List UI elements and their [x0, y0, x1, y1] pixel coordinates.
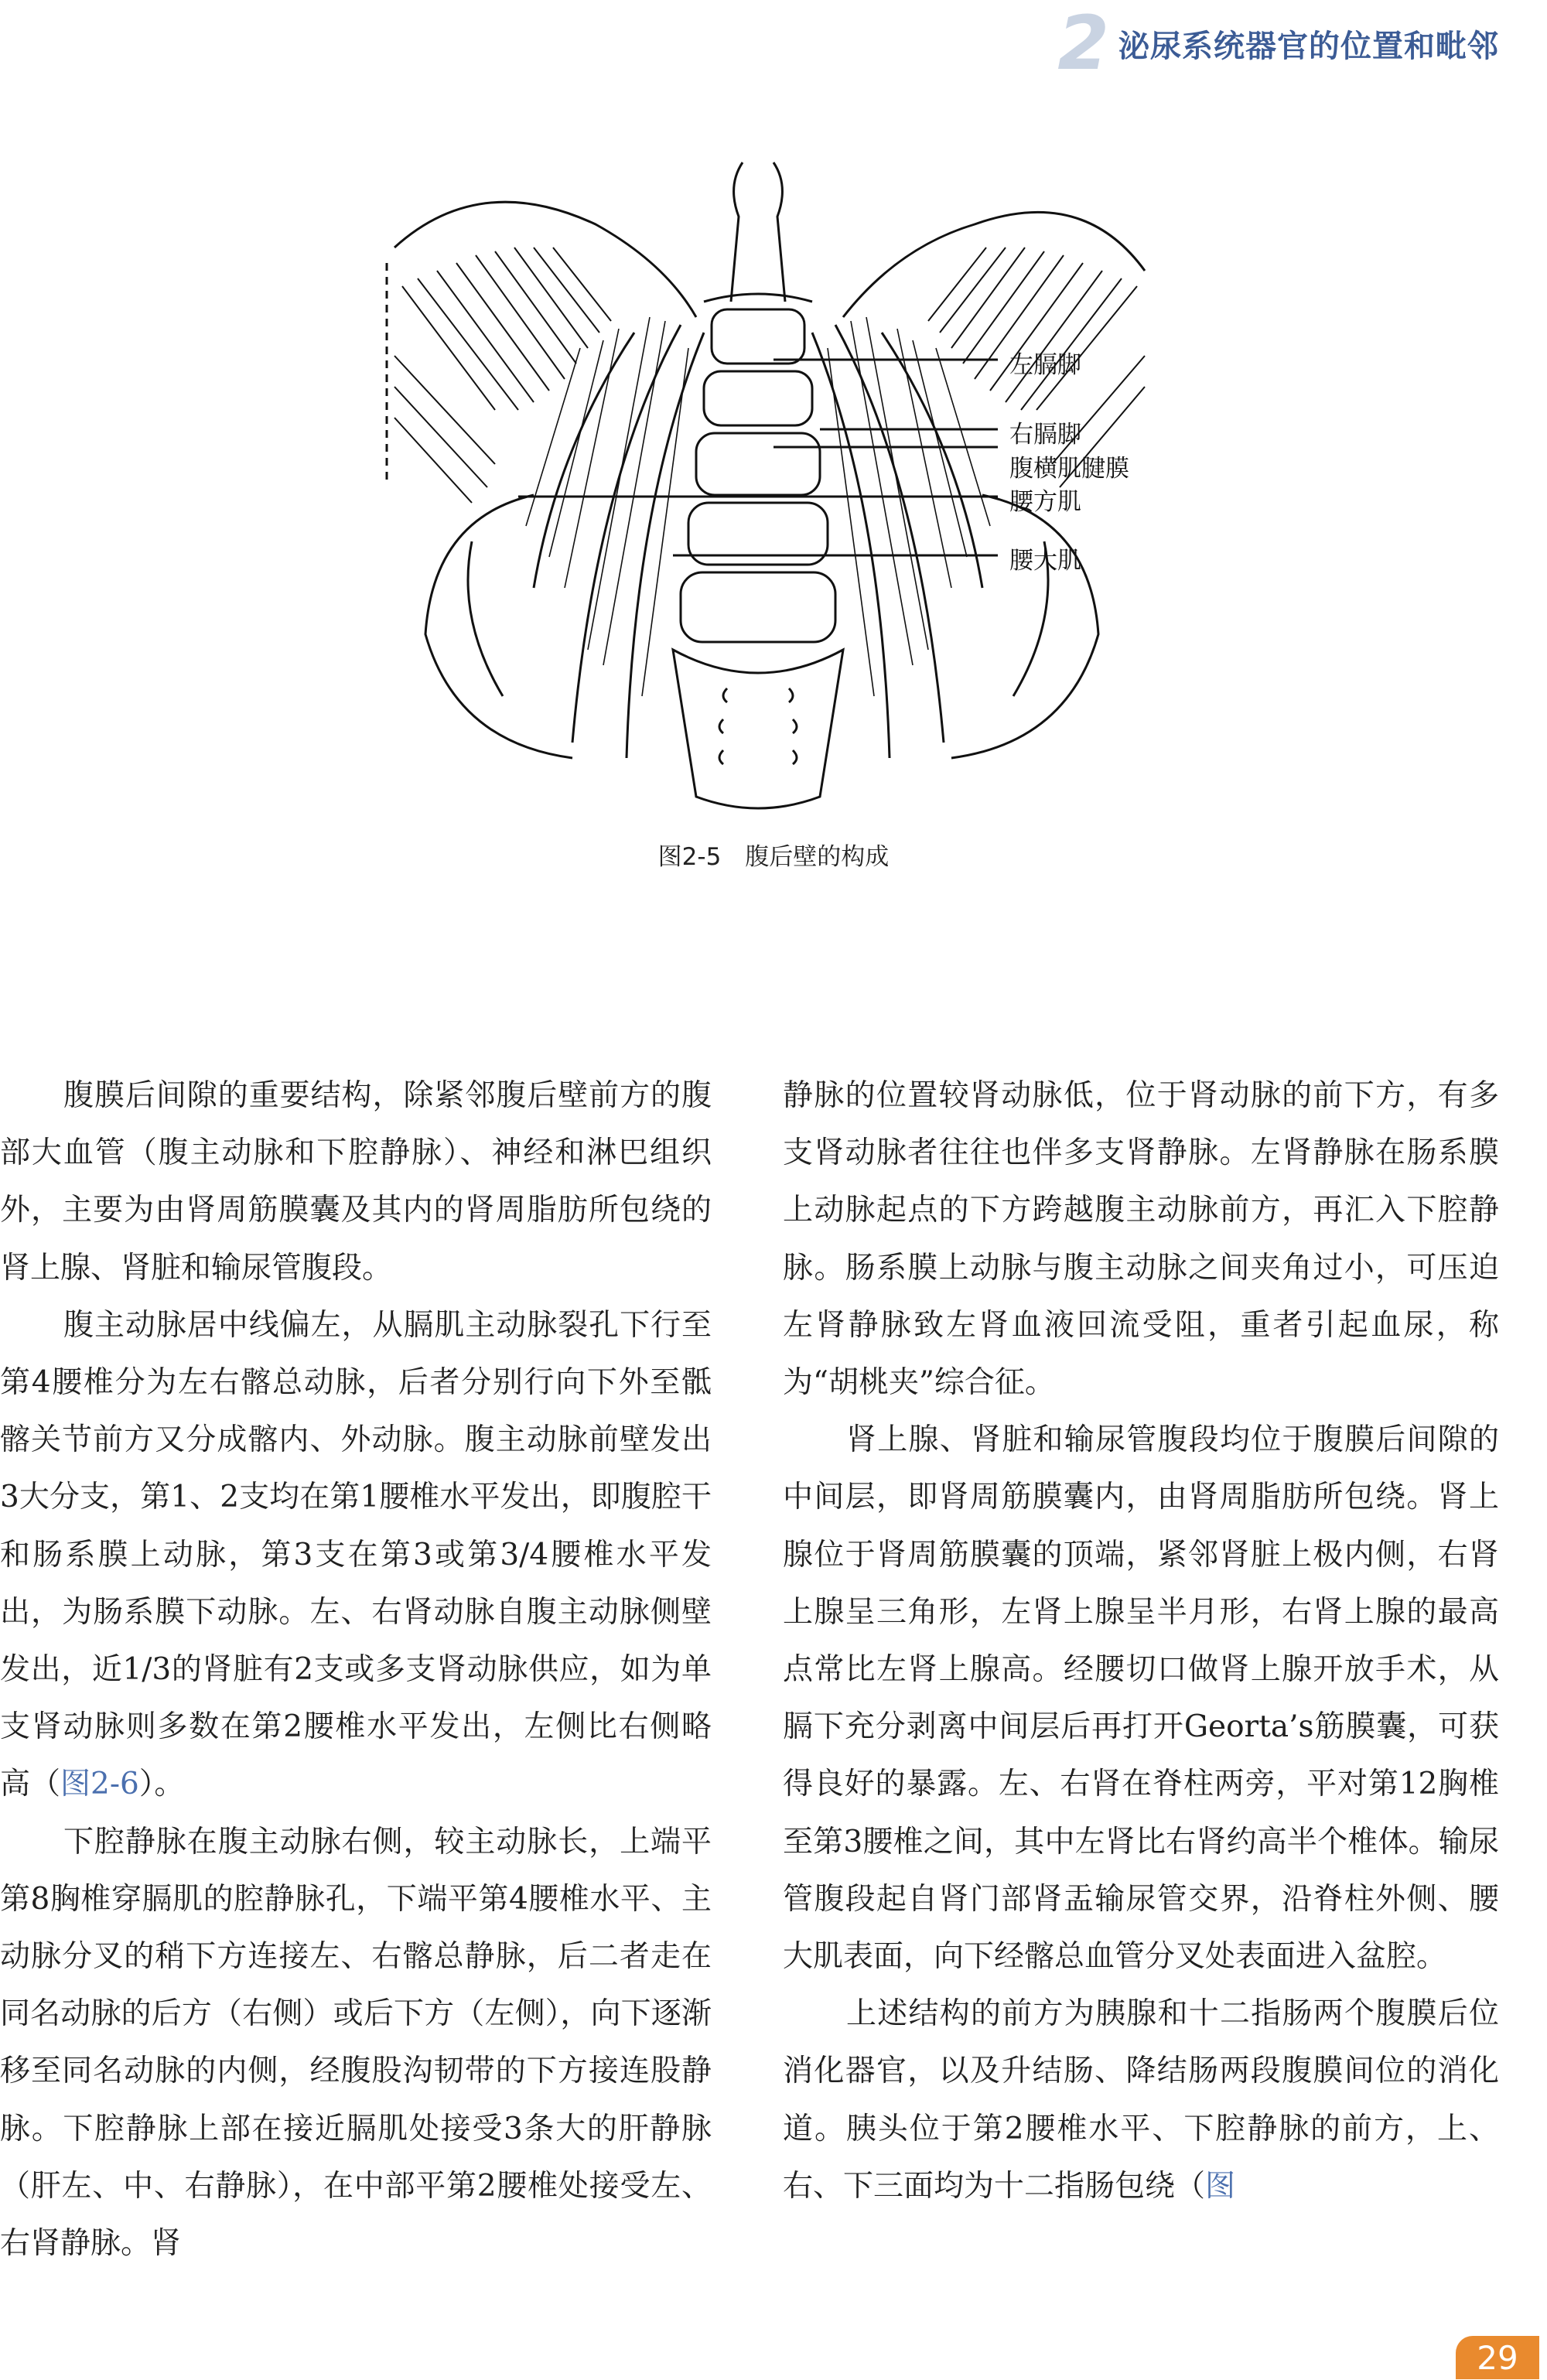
- label-psoas-major: 腰大肌: [1009, 547, 1081, 575]
- paragraph: 肾上腺、肾脏和输尿管腹段均位于腹膜后间隙的中间层，即肾周筋膜囊内，由肾周脂肪所包绕。肾上腺位于肾周筋膜囊的顶端，紧邻肾脏上极内侧，右肾上腺呈三角形，左肾上腺呈半月形，右肾上腺的最高点常比左肾上腺高。经腰切口做肾上腺开放手术，从膈下充分剥离中间层后再打开Georta’s筋膜囊，可获得良好的暴露。左、右肾在脊柱两旁，平对第12胸椎至第3腰椎之间，其中左肾比右肾约高半个椎体。输尿管腹段起自肾门部肾盂输尿管交界，沿脊柱外侧、腰大肌表面，向下经髂总血管分叉处表面进入盆腔。: [783, 1422, 1499, 1975]
- paragraph: [783, 1986, 1499, 2215]
- label-right-crus: 右膈脚: [1009, 421, 1081, 449]
- figure-reference-link[interactable]: 图: [1205, 2168, 1236, 2204]
- paragraph: 静脉的位置较肾动脉低，位于肾动脉的前下方，有多支肾动脉者往往也伴多支肾静脉。左肾静脉在肠系膜上动脉起点的下方跨越腹主动脉前方，再汇入下腔静脉。肠系膜上动脉与腹主动脉之间夹角过小，可压迫左肾静脉致左肾血液回流受阻，重者引起血尿，称为“胡桃夹”综合征。: [783, 1078, 1499, 1401]
- figure-reference-link[interactable]: 图2-6: [60, 1767, 139, 1802]
- paragraph-text: ）。: [138, 1767, 185, 1802]
- paragraph-text: 腹主动脉居中线偏左，从膈肌主动脉裂孔下行至第4腰椎分为左右髂总动脉，后者分别行向下外至骶髂关节前方又分成髂内、外动脉。腹主动脉前壁发出3大分支，第1、2支均在第1腰椎水平发出，即腹腔干和肠系膜上动脉，第3支在第3或第3/4腰椎水平发出，为肠系膜下动脉。左、右肾动脉自腹主动脉侧壁发出，近1/3的肾脏有2支或多支肾动脉供应，如为单支肾动脉则多数在第2腰椎水平发出，左侧比右侧略高（: [0, 1307, 712, 1802]
- paragraph: 下腔静脉在腹主动脉右侧，较主动脉长，上端平第8胸椎穿膈肌的腔静脉孔，下端平第4腰椎水平、主动脉分叉的稍下方连接左、右髂总静脉，后二者走在同名动脉的后方（右侧）或后下方（左侧），向下逐渐移至同名动脉的内侧，经腹股沟韧带的下方接连股静脉。下腔静脉上部在接近膈肌处接受3条大的肝静脉（肝左、中、右静脉），在中部平第2腰椎处接受左、右肾静脉。肾: [0, 1824, 712, 2262]
- anatomy-figure: [340, 155, 1207, 820]
- figure-caption: 图2-5 腹后壁的构成: [657, 843, 890, 871]
- label-transversus-aponeurosis: 腹横肌腱膜: [1009, 455, 1129, 483]
- label-left-crus: 左膈脚: [1009, 351, 1081, 379]
- paragraph: [0, 1297, 712, 1814]
- label-quadratus-lumborum: 腰方肌: [1009, 488, 1081, 516]
- page-number: 29: [1456, 2336, 1539, 2379]
- chapter-header: [1057, 0, 1499, 87]
- chapter-number: 2: [1057, 0, 1109, 87]
- right-column: [783, 1067, 1499, 2215]
- paragraph-text: 上述结构的前方为胰腺和十二指肠两个腹膜后位消化器官，以及升结肠、降结肠两段腹膜间位的消化道。胰头位于第2腰椎水平、下腔静脉的前方，上、右、下三面均为十二指肠包绕（: [783, 1996, 1499, 2204]
- chapter-title: 泌尿系统器官的位置和毗邻: [1118, 27, 1499, 64]
- left-column: [0, 1067, 712, 2272]
- paragraph: 腹膜后间隙的重要结构，除紧邻腹后壁前方的腹部大血管（腹主动脉和下腔静脉）、神经和淋巴组织外，主要为由肾周筋膜囊及其内的肾周脂肪所包绕的肾上腺、肾脏和输尿管腹段。: [0, 1078, 712, 1286]
